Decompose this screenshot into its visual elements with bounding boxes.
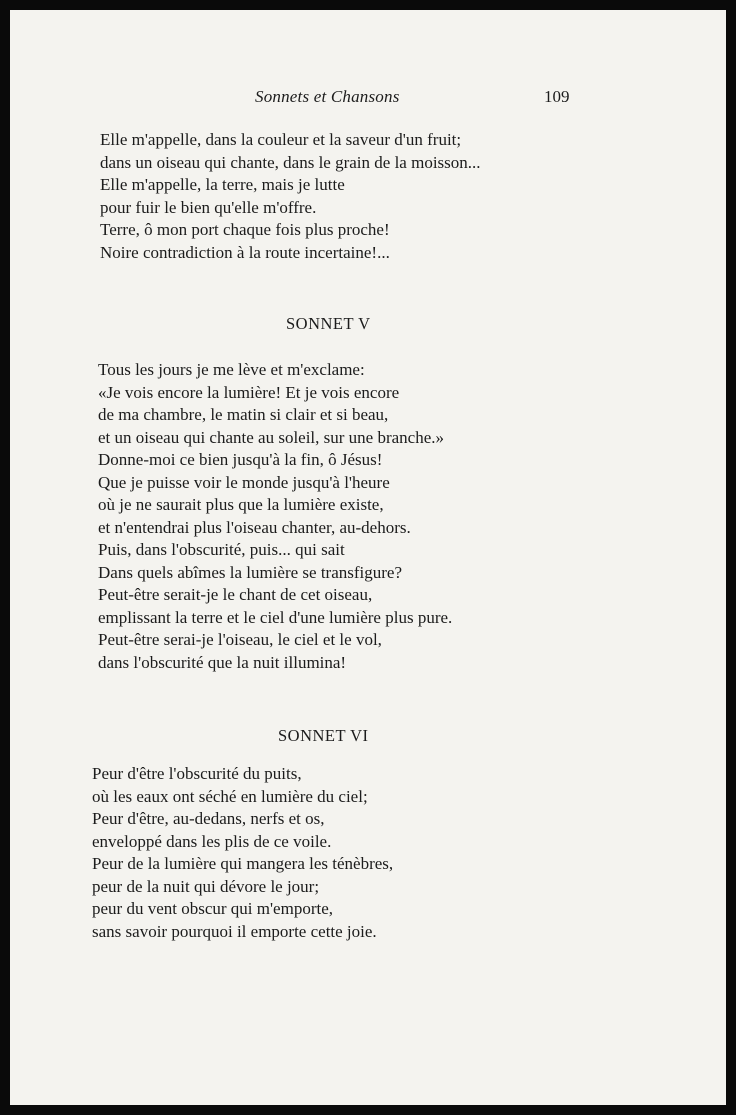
verse-line: peur de la nuit qui dévore le jour;	[92, 876, 320, 896]
verse-line: Peur d'être l'obscurité du puits,	[92, 764, 302, 783]
verse-line: Peut-être serai-je l'oiseau, le ciel et le vol,	[98, 630, 382, 649]
verse-line: Terre, ô mon port chaque fois plus proche!	[100, 220, 390, 239]
sonnet-v-body	[98, 359, 452, 674]
verse-line: Que je puisse voir le monde jusqu'à l'heure	[98, 472, 390, 492]
verse-line: Puis, dans l'obscurité, puis... qui sait	[98, 540, 345, 559]
verse-line: où je ne saurait plus que la lumière existe,	[98, 495, 384, 514]
verse-line: Elle m'appelle, la terre, mais je lutte	[100, 175, 345, 194]
running-title: Sonnets et Chansons	[255, 87, 400, 106]
verse-line: Peut-être serait-je le chant de cet oiseau,	[98, 585, 373, 604]
verse-line: dans un oiseau qui chante, dans le grain de la moisson...	[100, 152, 481, 172]
verse-line: et un oiseau qui chante au soleil, sur une branche.»	[98, 427, 445, 447]
verse-line: Peur de la lumière qui mangera les ténèbres,	[92, 854, 394, 873]
verse-line: et n'entendrai plus l'oiseau chanter, au-dehors.	[98, 517, 411, 537]
verse-line: enveloppé dans les plis de ce voile.	[92, 831, 332, 851]
sonnet-v-title: SONNET V	[286, 314, 371, 333]
verse-line: Peur d'être, au-dedans, nerfs et os,	[92, 809, 325, 828]
verse-line: Donne-moi ce bien jusqu'à la fin, ô Jésus!	[98, 450, 383, 469]
sonnet-vi-body	[92, 763, 393, 943]
book-page	[10, 10, 726, 1105]
verse-line: dans l'obscurité que la nuit illumina!	[98, 652, 347, 672]
verse-line: Noire contradiction à la route incertaine!...	[100, 242, 390, 262]
verse-line: Tous les jours je me lève et m'exclame:	[98, 360, 365, 379]
verse-line: peur du vent obscur qui m'emporte,	[92, 899, 334, 918]
page-number: 109	[544, 87, 570, 106]
sonnet-vi-title: SONNET VI	[278, 726, 369, 745]
verse-line: Dans quels abîmes la lumière se transfigure?	[98, 562, 403, 582]
verse-line: où les eaux ont séché en lumière du ciel;	[92, 786, 368, 806]
verse-line: emplissant la terre et le ciel d'une lumière plus pure.	[98, 607, 453, 627]
verse-line: sans savoir pourquoi il emporte cette joie.	[92, 921, 377, 941]
verse-line: «Je vois encore la lumière! Et je vois encore	[98, 382, 400, 402]
opening-stanza	[100, 129, 481, 264]
verse-line: de ma chambre, le matin si clair et si beau,	[98, 405, 389, 424]
verse-line: Elle m'appelle, dans la couleur et la saveur d'un fruit;	[100, 130, 462, 149]
verse-line: pour fuir le bien qu'elle m'offre.	[100, 197, 317, 217]
